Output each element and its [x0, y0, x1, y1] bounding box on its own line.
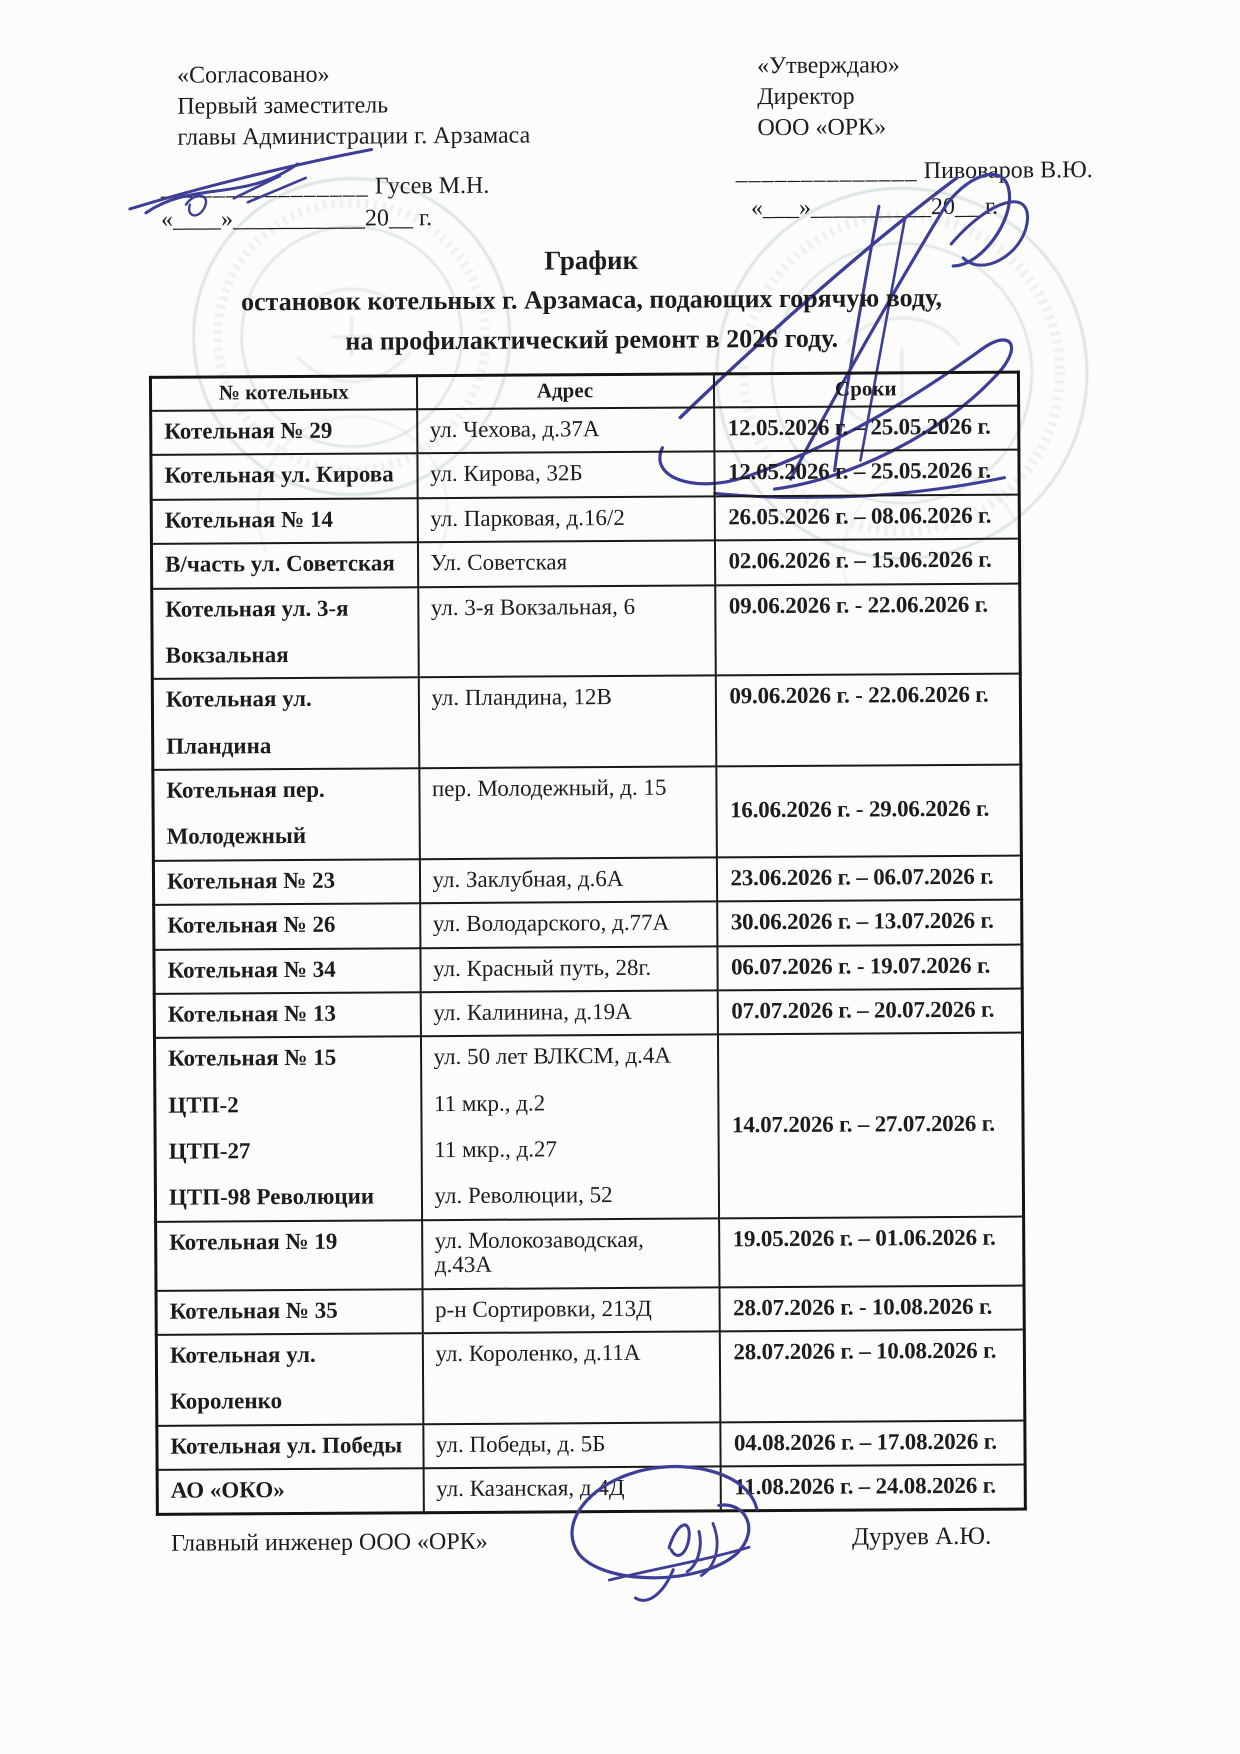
approval-right-role-line1: Директор	[757, 83, 855, 111]
cell-line: Котельная пер.	[166, 776, 325, 803]
cell-line: Котельная ул. 3-я	[165, 595, 349, 622]
approval-right-signer-name: Пивоваров В.Ю.	[923, 157, 1093, 185]
dates-cell: 02.06.2026 г. – 15.06.2026 г.	[714, 539, 1019, 585]
dates-cell: 11.08.2026 г. – 24.08.2026 г.	[720, 1465, 1025, 1512]
boiler-name-cell	[154, 948, 420, 994]
address-cell	[420, 1035, 718, 1220]
cell-line: Котельная ул.	[165, 686, 312, 713]
table-row	[156, 1329, 1025, 1425]
boiler-name-cell	[156, 1289, 422, 1335]
header-row	[150, 372, 1018, 411]
table-row	[157, 1465, 1025, 1515]
dates-cell: 19.05.2026 г. – 01.06.2026 г.	[719, 1216, 1024, 1287]
boiler-name-cell	[151, 409, 417, 455]
cell-line: Котельная № 19	[169, 1228, 338, 1255]
cell-line: ЦТП-27	[168, 1138, 251, 1164]
cell-line: ЦТП-98 Революции	[168, 1183, 375, 1211]
address-cell	[418, 676, 716, 769]
cell-line: ул. Казанская, д.4Д	[436, 1474, 625, 1502]
table-row	[151, 406, 1019, 456]
approval-left-role-line1: Первый заместитель	[177, 92, 389, 120]
address-cell	[417, 407, 714, 453]
table-row	[154, 1033, 1023, 1222]
address-cell	[418, 585, 716, 678]
table-row	[153, 855, 1021, 905]
boiler-name-cell	[152, 587, 419, 679]
cell-line: Короленко	[170, 1388, 283, 1415]
cell-line: Котельная № 14	[164, 506, 333, 533]
boiler-name-cell	[154, 992, 420, 1038]
dates-cell: 28.07.2026 г. - 10.08.2026 г.	[719, 1285, 1024, 1331]
dates-cell: 07.07.2026 г. – 20.07.2026 г.	[717, 988, 1022, 1034]
address-cell	[419, 766, 717, 859]
dates-cell: 09.06.2026 г. - 22.06.2026 г.	[715, 674, 1021, 767]
document-title	[146, 237, 1037, 362]
approval-right-signature-row	[736, 157, 1093, 186]
dates-cell: 12.05.2026 г. – 25.05.2026 г.	[714, 406, 1019, 452]
col-header-dates: Сроки	[713, 372, 1018, 407]
title-line1: График	[544, 244, 639, 276]
boiler-name-cell	[156, 1333, 423, 1425]
cell-line: ул. Чехова, д.37А	[429, 416, 600, 443]
cell-line: ул. Кирова, 32Б	[429, 460, 583, 487]
cell-line: ул. Революции, 52	[434, 1182, 613, 1209]
approval-right-role-line2: ООО «ОРК»	[757, 114, 887, 142]
boiler-name-cell	[157, 1424, 423, 1470]
dates-cell: 04.08.2026 г. – 17.08.2026 г.	[720, 1420, 1025, 1466]
approval-right-label: «Утверждаю»	[756, 52, 900, 80]
schedule-table-header	[150, 372, 1018, 411]
boiler-name-cell	[152, 677, 419, 769]
table-row	[157, 1420, 1025, 1470]
boiler-name-cell	[153, 768, 420, 860]
cell-line: ул. 50 лет ВЛКСМ, д.4А	[433, 1042, 672, 1070]
boiler-name-cell	[157, 1468, 423, 1514]
cell-line: Котельная ул. Кирова	[164, 461, 394, 489]
cell-line: Котельная ул. Победы	[170, 1431, 403, 1459]
cell-line: ул. Парковая, д.16/2	[430, 504, 625, 531]
table-row	[156, 1285, 1024, 1335]
dates-cell: 23.06.2026 г. – 06.07.2026 г.	[716, 855, 1021, 901]
approval-left-date-line: «____»___________20__ г.	[160, 205, 433, 233]
cell-line: Вокзальная	[165, 641, 289, 668]
cell-line: ул. Заклубная, д.6А	[432, 865, 624, 892]
approval-left-block	[177, 59, 530, 154]
approval-left-label: «Согласовано»	[177, 61, 330, 89]
cell-line: Котельная № 29	[164, 417, 333, 444]
approval-right-block	[757, 50, 900, 144]
cell-line: В/часть ул. Советская	[165, 550, 395, 577]
cell-line: ул. Красный путь, 28г.	[432, 954, 652, 981]
cell-line: Котельная № 23	[166, 867, 336, 894]
cell-line: Котельная № 26	[167, 911, 336, 938]
cell-line: АО «ОКО»	[170, 1477, 285, 1503]
cell-line: Котельная ул.	[169, 1341, 316, 1368]
dates-cell: 14.07.2026 г. – 27.07.2026 г.	[717, 1033, 1023, 1218]
cell-line: Пландина	[166, 732, 272, 759]
col-header-address: Адрес	[416, 374, 713, 409]
table-row	[151, 494, 1019, 544]
cell-line: ул. Победы, д. 5Б	[435, 1430, 606, 1457]
cell-line: ул. Калинина, д.19А	[433, 998, 632, 1026]
signature-blank-line: ______________	[735, 158, 918, 186]
address-cell	[417, 496, 714, 542]
boiler-name-cell	[151, 454, 417, 500]
boiler-name-cell	[156, 1220, 422, 1290]
cell-line: Котельная № 34	[167, 956, 336, 983]
address-cell	[422, 1331, 720, 1424]
cell-line: 11 мкр., д.2	[433, 1090, 546, 1116]
cell-line: Котельная № 15	[168, 1044, 337, 1072]
title-line3: на профилактический ремонт в 2026 году.	[345, 323, 839, 356]
cell-line: Котельная № 35	[169, 1297, 338, 1324]
table-row	[151, 450, 1019, 500]
table-row	[154, 944, 1022, 994]
engineer-title: Главный инженер ООО «ОРК»	[170, 1528, 488, 1557]
boiler-name-cell	[153, 859, 419, 905]
title-line2: остановок котельных г. Арзамаса, подающих горячую воду,	[240, 283, 942, 317]
address-cell	[420, 946, 717, 992]
table-row	[154, 988, 1022, 1038]
dates-cell: 28.07.2026 г. – 10.08.2026 г.	[719, 1329, 1025, 1422]
cell-line: 11 мкр., д.27	[434, 1136, 558, 1163]
boiler-name-cell	[154, 903, 420, 949]
cell-line: пер. Молодежный, д. 15	[431, 774, 667, 802]
engineer-name: Дуруев А.Ю.	[851, 1522, 992, 1551]
address-cell	[422, 1287, 719, 1333]
approval-right-date-line: «___»__________20__ г.	[750, 193, 999, 222]
dates-cell: 09.06.2026 г. - 22.06.2026 г.	[715, 583, 1021, 676]
boiler-name-cell	[151, 498, 417, 544]
dates-cell: 30.06.2026 г. – 13.07.2026 г.	[717, 900, 1022, 946]
schedule-table	[149, 371, 1027, 1517]
table-row	[151, 539, 1019, 589]
dates-cell: 26.05.2026 г. – 08.06.2026 г.	[714, 494, 1019, 540]
table-row	[153, 765, 1022, 861]
col-header-boilers: № котельных	[150, 376, 416, 411]
address-cell	[417, 452, 714, 498]
cell-line: р-н Сортировки, 213Д	[435, 1295, 652, 1322]
address-cell	[417, 541, 714, 587]
cell-line: Ул. Советская	[430, 549, 568, 576]
cell-line: ул. 3-я Вокзальная, 6	[430, 593, 636, 620]
address-cell	[422, 1218, 719, 1289]
address-cell	[420, 902, 717, 948]
cell-line: ул. Молокозаводская, д.43А	[434, 1226, 644, 1278]
table-row	[156, 1216, 1024, 1290]
table-row	[152, 583, 1021, 679]
table-row	[152, 674, 1021, 770]
approval-left-signer-name: Гусев М.Н.	[374, 172, 490, 200]
cell-line: ЦТП-2	[168, 1091, 239, 1118]
cell-line: ул. Короленко, д.11А	[435, 1339, 641, 1367]
cell-line: ул. Володарского, д.77А	[432, 909, 670, 937]
address-cell	[423, 1466, 720, 1513]
signature-blank-line: ________________	[160, 173, 369, 201]
address-cell	[420, 990, 717, 1036]
boiler-name-cell	[151, 542, 417, 588]
approval-left-role-line2: главы Администрации г. Арзамаса	[177, 122, 531, 151]
address-cell	[419, 857, 716, 903]
table-row	[154, 900, 1022, 950]
cell-line: ул. Пландина, 12В	[431, 684, 612, 711]
address-cell	[423, 1422, 720, 1468]
dates-cell: 16.06.2026 г. - 29.06.2026 г.	[716, 765, 1022, 858]
approval-left-signature-row	[161, 173, 490, 202]
dates-cell: 06.07.2026 г. - 19.07.2026 г.	[717, 944, 1022, 990]
schedule-table-body	[151, 406, 1026, 1515]
boiler-name-cell	[154, 1036, 421, 1221]
dates-cell: 12.05.2026 г. – 25.05.2026 г.	[714, 450, 1019, 496]
cell-line: Котельная № 13	[167, 1000, 337, 1027]
cell-line: Молодежный	[166, 823, 307, 850]
